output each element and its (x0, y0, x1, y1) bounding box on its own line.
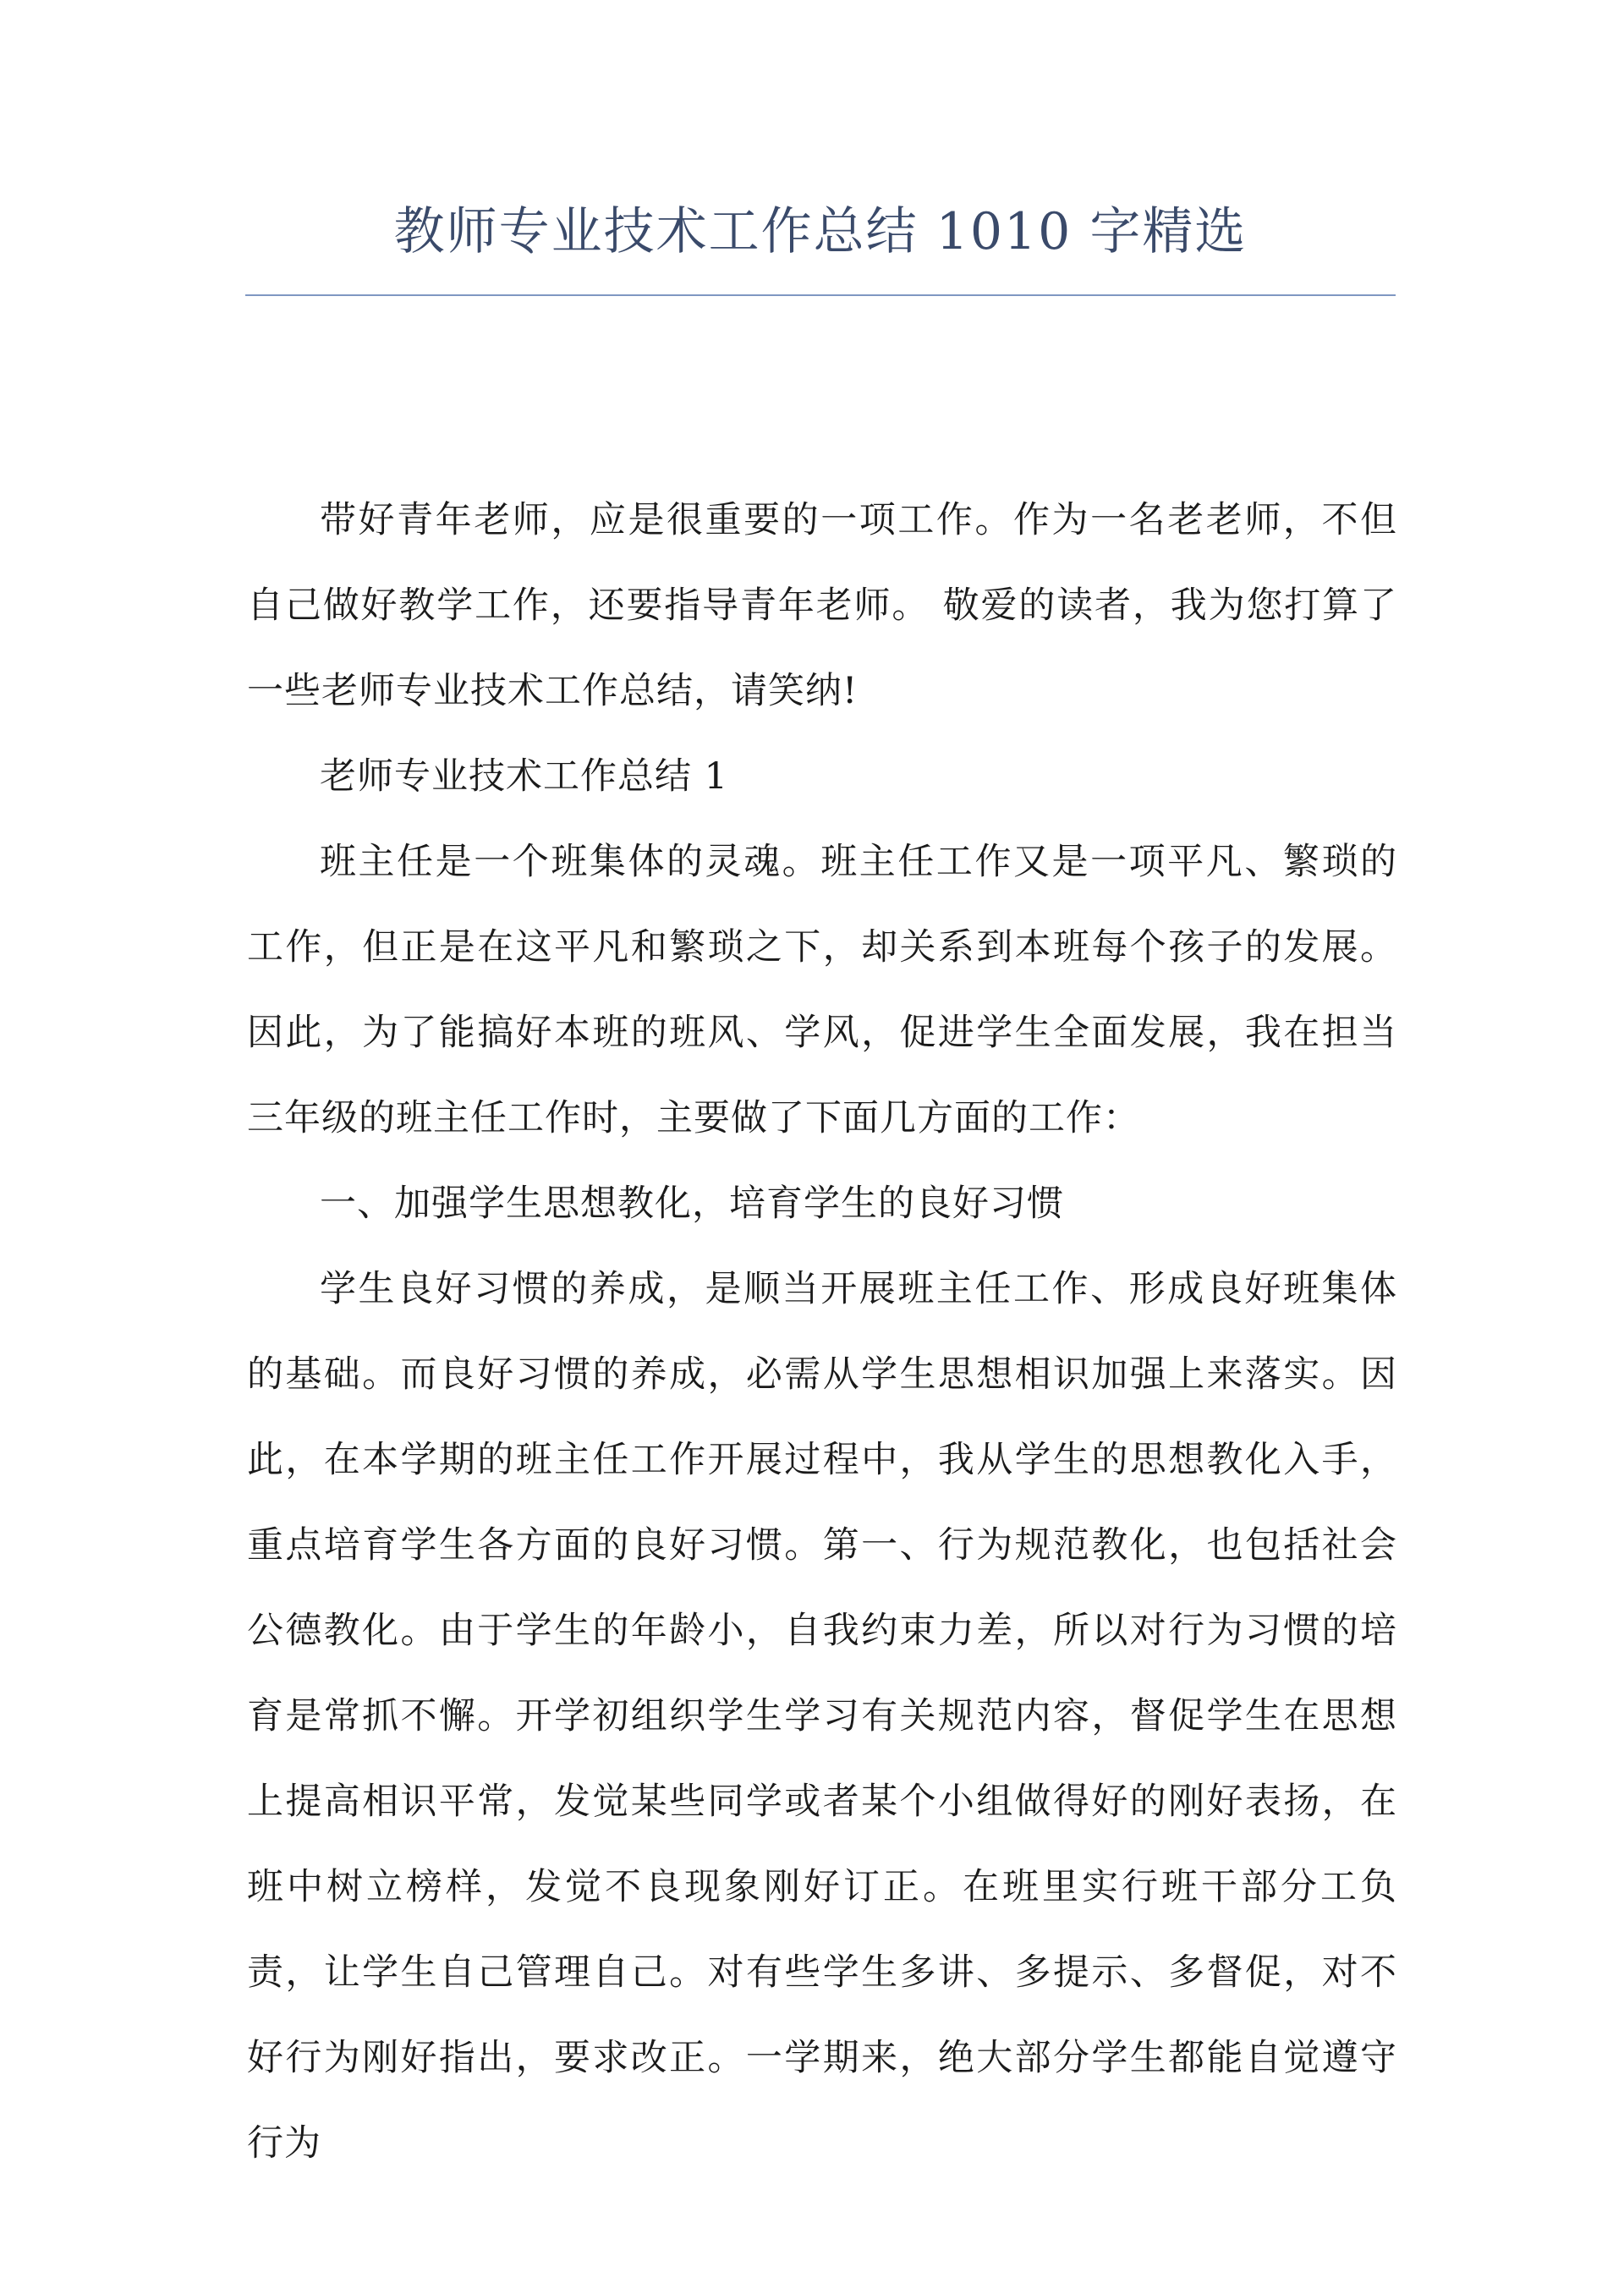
subsection-heading: 一、加强学生思想教化，培育学生的良好习惯 (320, 1183, 1064, 1225)
title-divider (245, 294, 1396, 296)
intro-paragraph: 带好青年老师，应是很重要的一项工作。作为一名老老师，不但自己做好教学工作，还要指导青年老师。 敬爱的读者，我为您打算了一些老师专业技术工作总结，请笑纳! (247, 499, 1397, 712)
document-body (247, 478, 1397, 2187)
document-title: 教师专业技术工作总结 1010 字精选 (393, 202, 1248, 261)
body-paragraph: 学生良好习惯的养成，是顺当开展班主任工作、形成良好班集体的基础。而良好习惯的养成，必需从学生思想相识加强上来落实。因此，在本学期的班主任工作开展过程中，我从学生的思想教化入手，重点培育学生各方面的良好习惯。第一、行为规范教化，也包括社会公德教化。由于学生的年龄小，自我约束力差，所以对行为习惯的培育是常抓不懈。开学初组织学生学习有关规范内容，督促学生在思想上提高相识平常，发觉某些同学或者某个小组做得好的刚好表扬，在班中树立榜样，发觉不良现象刚好订正。在班里实行班干部分工负责，让学生自己管理自己。对有些学生多讲、多提示、多督促，对不好行为刚好指出，要求改正。一学期来，绝大部分学生都能自觉遵守行为 (247, 1268, 1397, 2165)
body-paragraph: 班主任是一个班集体的灵魂。班主任工作又是一项平凡、繁琐的工作，但正是在这平凡和繁琐之下，却关系到本班每个孩子的发展。因此，为了能搞好本班的班风、学风，促进学生全面发展，我在担当三年级的班主任工作时，主要做了下面几方面的工作： (247, 841, 1397, 1139)
section-heading: 老师专业技术工作总结 1 (320, 755, 729, 798)
